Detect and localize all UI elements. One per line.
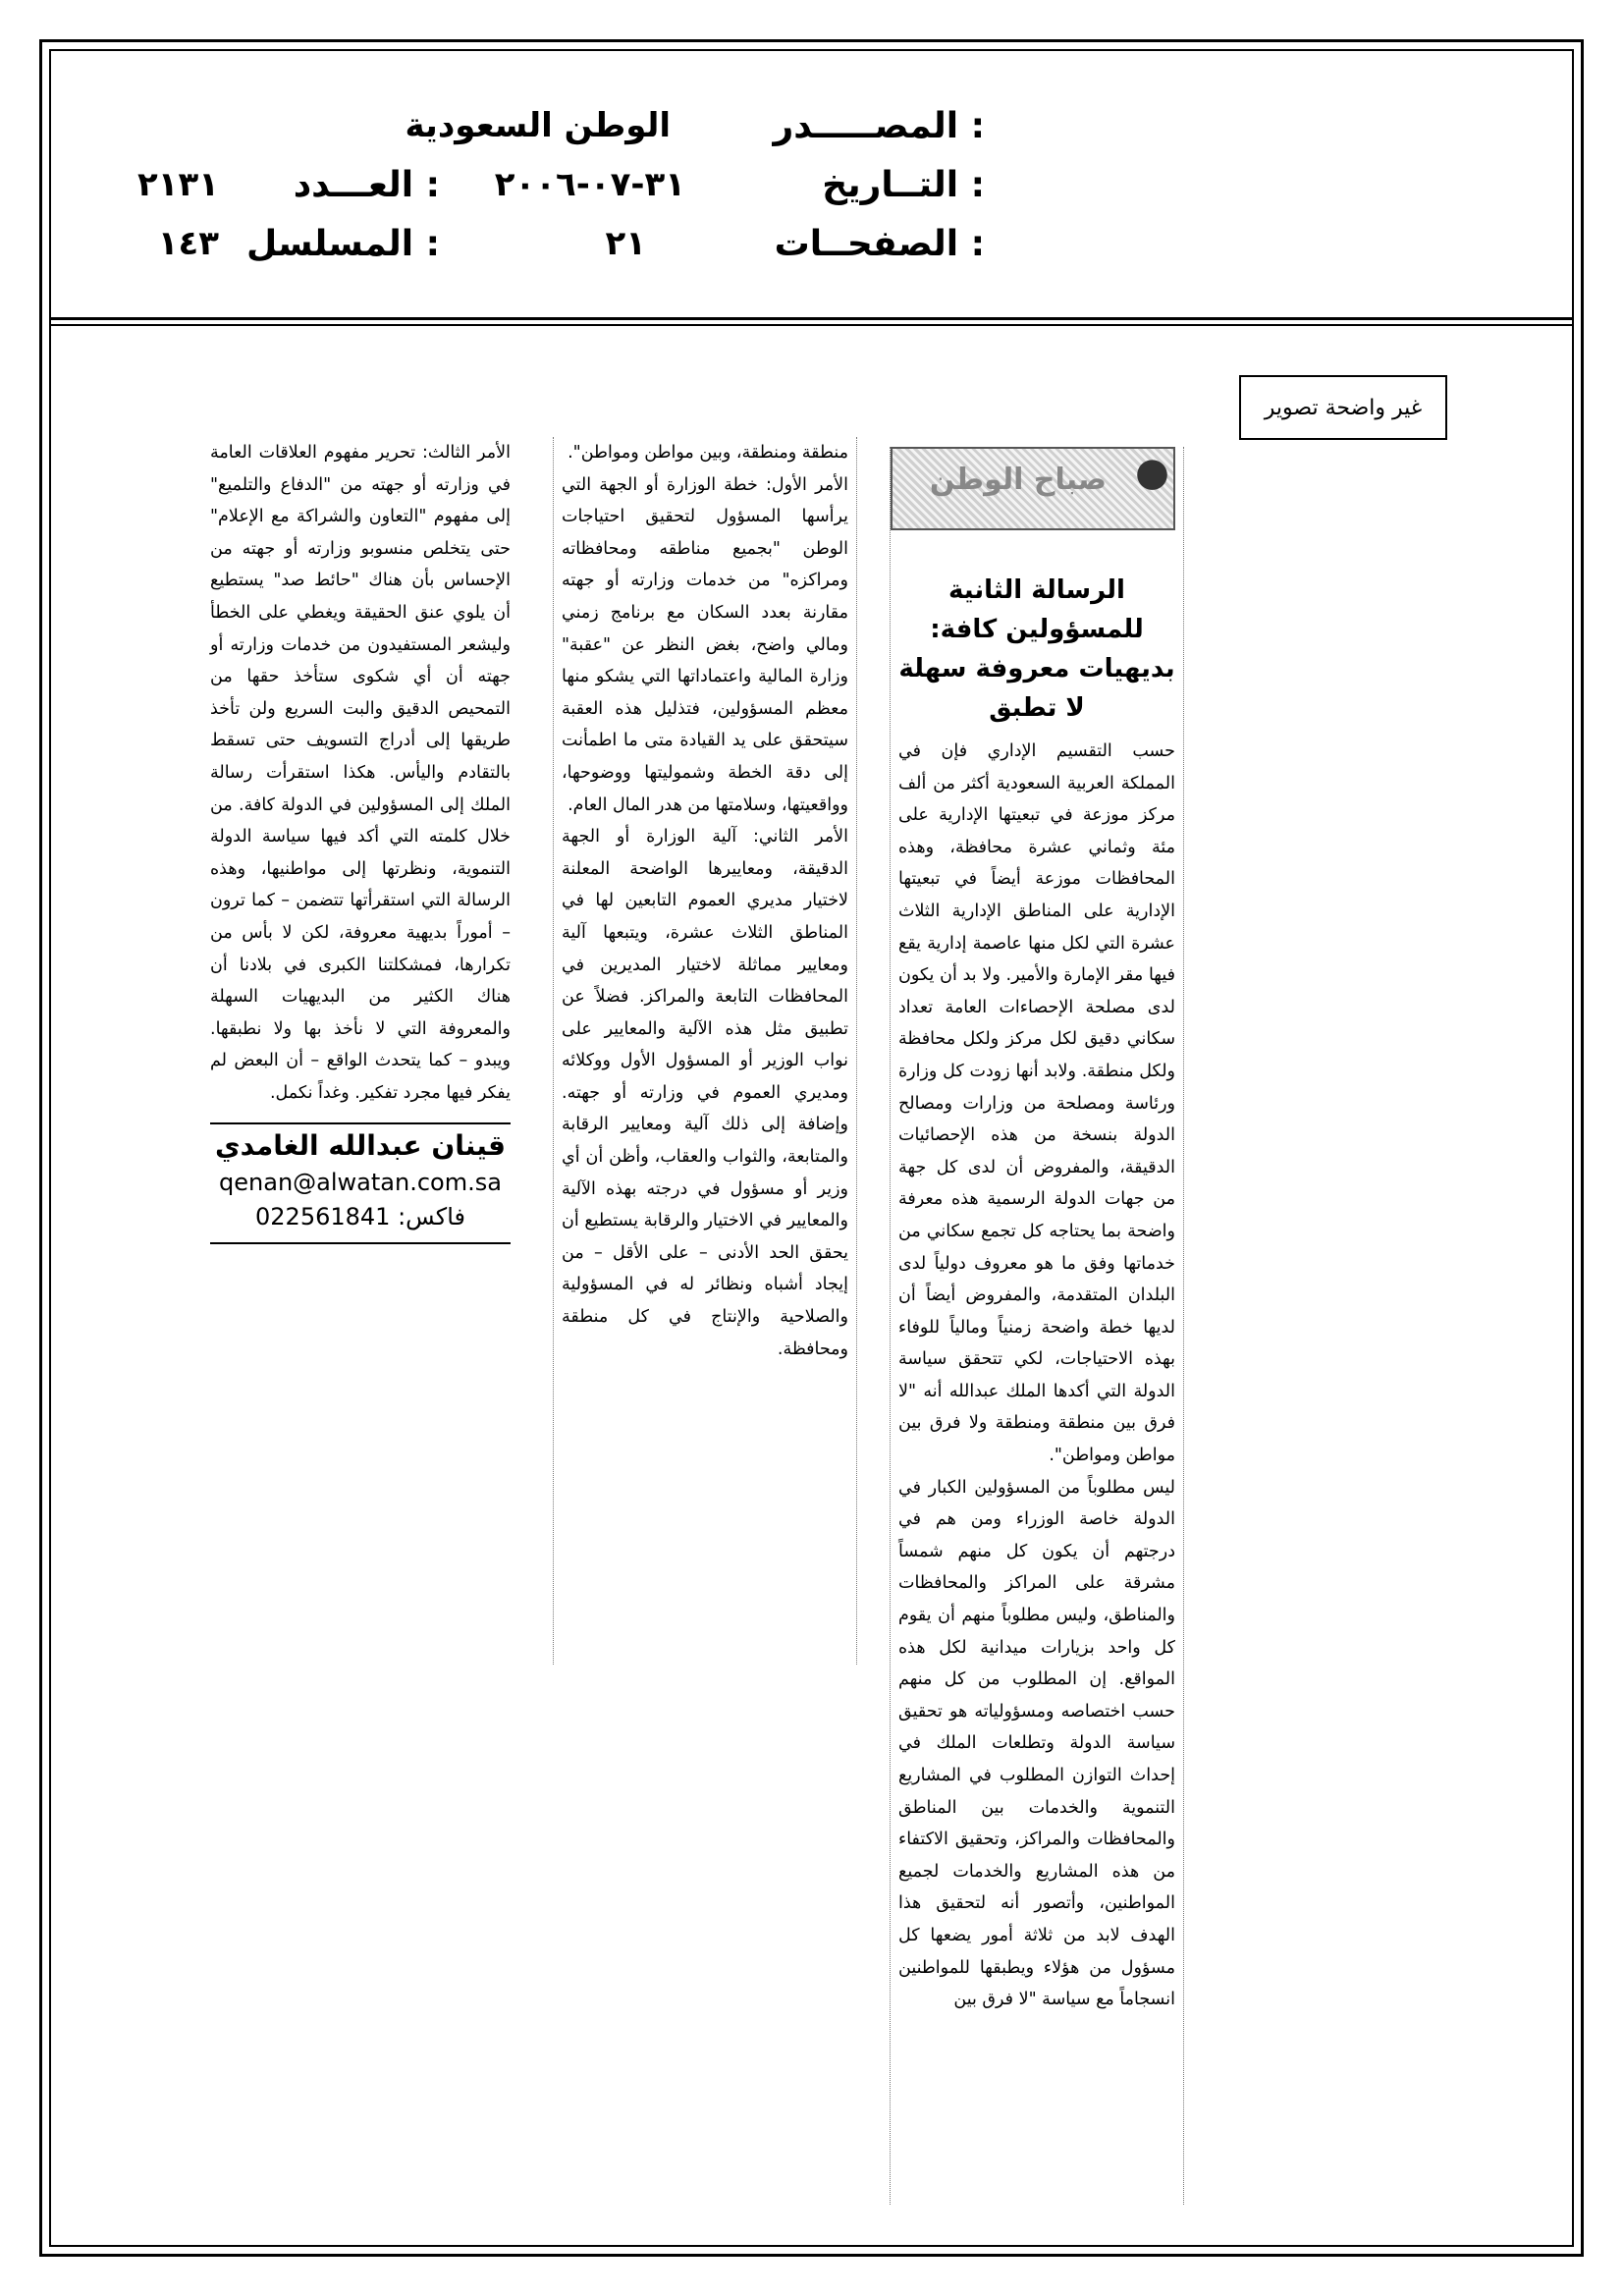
paragraph: الأمر الأول: خطة الوزارة أو الجهة التي يرأسها المسؤول لتحقيق احتياجات الوطن "بجميع مناطقه ومحافظاته ومراكزه" من خدمات وزارته أو جهته مقارنة بعدد السكان مع برنامج زمني ومالي واضح، بغض النظر عن "عقبة" وزارة المالية واعتماداتها التي يشكو منها معظم المسؤولين، فتذليل هذه العقبة سيتحقق على يد القيادة متى ما اطمأنت إلى دقة الخطة وشموليتها ووضوحها، وواقعيتها، وسلامتها من هدر المال العام. <box>562 474 848 815</box>
paragraph: منطقة ومنطقة، وبين مواطن ومواطن". <box>568 443 848 463</box>
source-value: الوطن السعودية <box>405 106 671 145</box>
pages-label: الصفحــات : <box>774 224 985 264</box>
column-logo <box>891 447 1175 565</box>
paragraph: ليس مطلوباً من المسؤولين الكبار في الدولة خاصة الوزراء ومن هم في درجتهم أن يكون كل منهم شمساً مشرقة على المراكز والمحافظات والمناطق، وليس مطلوباً منهم أن يقوم كل واحد بزيارات ميدانية لكل هذه المواقع. إن المطلوب من كل منهم حسب اختصاصه ومسؤولياته هو تحقيق سياسة الدولة وتطلعات الملك في إحداث التوازن المطلوب في المشاريع التنموية والخدمات بين المناطق والمحافظات والمراكز، وتحقيق الاكتفاء من هذه المشاريع والخدمات لجميع المواطنين، وأتصور أنه لتحقيق هذا الهدف لابد من ثلاثة أمور يضعها كل مسؤول من هؤلاء ويطبقها للمواطنين انسجاماً مع سياسة "لا فرق بين <box>898 1477 1175 2010</box>
column-end-rule <box>210 1242 511 1244</box>
paragraph: الأمر الثاني: آلية الوزارة أو الجهة الدقيقة، ومعاييرها الواضحة المعلنة لاختيار مديري العموم التابعين لها في المناطق الثلاث عشرة، ويتبعها آلية ومعايير مماثلة لاختيار المديرين في المحافظات التابعة والمراكز. فضلاً عن تطبيق مثل هذه الآلية والمعايير على نواب الوزير أو المسؤول الأول ووكلائه ومديري العموم في وزارته أو جهته. وإضافة إلى ذلك آلية ومعايير الرقابة والمتابعة، والثواب والعقاب، وأظن أن أي وزير أو مسؤول في درجته بهذه الآلية والمعايير في الاختيار والرقابة يستطيع أن يحقق الحد الأدنى – على الأقل – من إيجاد أشباه ونظائر له في المسؤولية والصلاحية والإنتاج في كل منطقة ومحافظة. <box>562 827 848 1359</box>
pages-value: ٢١ <box>605 224 646 263</box>
author-email: qenan@alwatan.com.sa <box>219 1169 502 1197</box>
headline-line-1: الرسالة الثانية للمسؤولين كافة: <box>930 575 1144 644</box>
date-label: التــاريخ : <box>822 165 985 205</box>
paragraph: حسب التقسيم الإداري فإن في المملكة العربية السعودية أكثر من ألف مركز موزعة في تبعيتها الإدارية على مئة وثماني عشرة محافظة، وهذه المحافظات موزعة أيضاً في تبعيتها الإدارية على المناطق الإدارية الثلاث عشرة التي لكل منها عاصمة إدارية يقع فيها مقر الإمارة والأمير. ولا بد أن يكون لدى مصلحة الإحصاءات العامة تعداد سكاني دقيق لكل مركز ولكل محافظة ولكل منطقة. ولابد أنها زودت كل وزارة ورئاسة ومصلحة من وزارات ومصالح الدولة بنسخة من هذه الإحصائيات الدقيقة، والمفروض أن لدى كل جهة من جهات الدولة الرسمية هذه معرفة واضحة بما يحتاجه كل تجمع سكاني من خدماتها وفق ما هو معروف دولياً لدى البلدان المتقدمة، والمفروض أيضاً أن لديها خطة واضحة زمنياً ومالياً للوفاء بهذه الاحتياجات، لكي تتحقق سياسة الدولة التي أكدها الملك عبدالله أنه "لا فرق بين منطقة ومنطقة ولا فرق بين مواطن ومواطن". <box>898 741 1175 1466</box>
article-column-3 <box>204 437 516 1244</box>
issue-value: ٢١٣١ <box>136 165 219 204</box>
clarity-note: غير واضحة تصوير <box>1239 375 1447 440</box>
date-value: ٣١-٠٧-٢٠٠٦ <box>494 165 685 204</box>
article-column-1 <box>890 447 1184 2205</box>
serial-value: ١٤٣ <box>157 224 219 263</box>
article-column-2 <box>553 437 857 1665</box>
article-headline <box>898 571 1175 728</box>
source-label: المصـــــدر : <box>773 106 985 146</box>
headline-line-2: بديهيات معروفة سهلة لا تطبق <box>898 654 1175 723</box>
logo-text: صباح الوطن <box>929 463 1107 497</box>
author-name: قينان عبدالله الغامدي <box>210 1122 511 1163</box>
map-icon: ● <box>1135 450 1169 495</box>
paragraph: الأمر الثالث: تحرير مفهوم العلاقات العامة في وزارته أو جهته من "الدفاع والتلميع" إلى مفهوم "التعاون والشراكة مع الإعلام" حتى يتخلص منسوبو وزارته أو جهته من الإحساس بأن هناك "حائط صد" يستطيع أن يلوي عنق الحقيقة ويغطي على الخطأ وليشعر المستفيدون من خدمات وزارته أو جهته أن أي شكوى ستأخذ حقها من التمحيص الدقيق والبت السريع ولن تأخذ طريقها إلى أدراج التسويف حتى تسقط بالتقادم واليأس. هكذا استقرأت رسالة الملك إلى المسؤولين في الدولة كافة. من خلال كلمته التي أكد فيها سياسة الدولة التنموية، ونظرتها إلى مواطنيها، وهذه الرسالة التي استقرأتها تتضمن – كما ترون – أموراً بديهية معروفة، لكن لا بأس من تكرارها، فمشكلتنا الكبرى في بلادنا أن هناك الكثير من البديهيات السهلة والمعروفة التي لا نأخذ بها ولا نطبقها. ويبدو – كما يتحدث الواقع – أن البعض لم يفكر فيها مجرد تفكير. وغداً نكمل. <box>210 443 511 1103</box>
header-divider <box>49 324 1574 326</box>
clipping-header <box>49 49 1574 320</box>
serial-label: المسلسل : <box>245 224 440 264</box>
issue-label: العـــدد : <box>293 165 440 205</box>
author-fax: فاكس: 022561841 <box>255 1202 465 1230</box>
